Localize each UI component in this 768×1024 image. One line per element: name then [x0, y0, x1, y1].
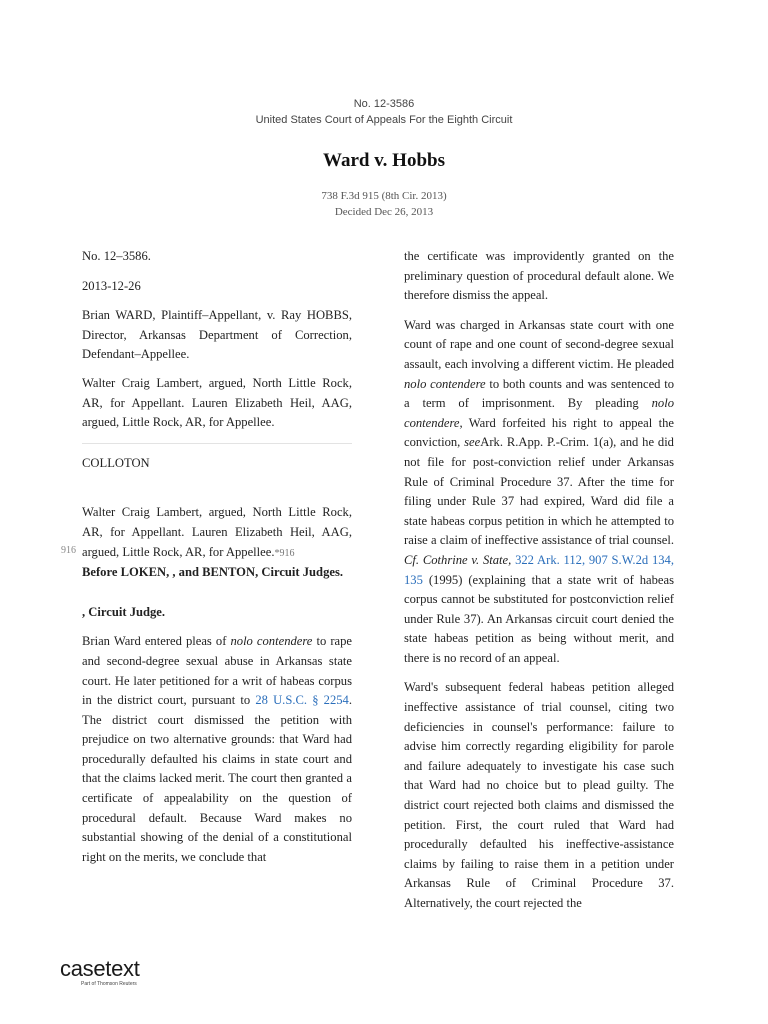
document-header [0, 96, 768, 220]
opinion-paragraph-1: Brian Ward entered pleas of nolo contendere to rape and second-degree sexual abuse in Arkansas state court. He later petitioned for a writ of habeas corpus in the district court, pursuant to 28 U.S.C. § 2254. The district court dismissed the petition with prejudice on two alternative grounds: that Ward had procedurally defaulted his claims in state court and that the claims lacked merit. The court then granted a certificate of appealability on the question of procedural default. Because Ward makes no substantial showing of the denial of a constitutional right on the merits, we conclude that [82, 634, 353, 864]
opinion-author: COLLOTON [82, 455, 150, 470]
case-citation-link[interactable]: 322 Ark. 112, 907 S.W.2d 134, 135 [404, 552, 674, 587]
counsel-listing: Walter Craig Lambert, argued, North Little Rock, AR, for Appellant. Lauren Elizabeth Heil, AAG, argued, Little Rock, AR, for Appellee. [82, 375, 352, 430]
case-citation: 738 F.3d 915 (8th Cir. 2013) [321, 190, 447, 202]
star-page: *916 [274, 547, 295, 559]
panel-judges: Before LOKEN, , and BENTON, Circuit Judges. [82, 565, 344, 580]
decided-date: Decided Dec 26, 2013 [334, 206, 434, 218]
parties: Brian WARD, Plaintiff–Appellant, v. Ray HOBBS, Director, Arkansas Department of Correction, Defendant–Appellee. [82, 308, 352, 362]
docket-number: No. 12-3586 [353, 98, 415, 110]
right-column [404, 247, 674, 924]
right-paragraph-3: Ward's subsequent federal habeas petition alleged ineffective assistance of trial counsel, citing two deficiencies in counsel's performance: failure to advise him correctly regarding eligibility for parole and failure adequately to investigate his case such that Ward had no choice but to plead guilty. The district court rejected both claims and dismissed the petition. First, the court ruled that Ward had procedurally defaulted his ineffective-assistance claims by failing to raise them in a petition under Arkansas Rule of Criminal Procedure 37. Alternatively, the court rejected the [404, 680, 674, 910]
casetext-logo[interactable] [60, 957, 140, 987]
judge-line: , Circuit Judge. [82, 604, 166, 619]
left-date: 2013-12-26 [82, 278, 141, 293]
page-marker: 916 [61, 545, 76, 556]
court-name: United States Court of Appeals For the Eighth Circuit [255, 114, 513, 126]
case-title: Ward v. Hobbs [323, 150, 445, 171]
right-paragraph-2: Ward was charged in Arkansas state court with one count of rape and one count of second-degree sexual assault, each involving a different victim. He pleaded nolo contendere to both counts and was sentenced to a term of imprisonment. By pleading nolo contendere, Ward forfeited his right to appeal the conviction, seeArk. R.App. P.-Crim. 1(a), and he did not file for post-conviction relief under Arkansas Rule of Criminal Procedure 37. After the time for filing under Rule 37 had expired, Ward did file a state habeas corpus petition in which he attempted to raise a claim of ineffective assistance of trial counsel. Cf. Cothrine v. State, 322 Ark. 112, 907 S.W.2d 134, 135 (1995) (explaining that a state writ of habeas corpus cannot be substituted for postconviction relief under Rule 37). An Arkansas circuit court denied the state habeas petition as being without merit, and there is no record of an appeal. [404, 317, 674, 665]
spacer [82, 483, 352, 503]
statute-link[interactable]: 28 U.S.C. § 2254 [255, 693, 349, 708]
logo-tagline: Part of Thomson Reuters [81, 981, 137, 987]
left-column [82, 247, 352, 877]
counsel-listing-repeat: Walter Craig Lambert, argued, North Little Rock, AR, for Appellant. Lauren Elizabeth Heil, AAG, argued, Little Rock, AR, for Appellee.*916 [82, 505, 352, 559]
logo-wordmark: casetext [60, 956, 140, 981]
right-paragraph-1: the certificate was improvidently granted on the preliminary question of procedural default alone. We therefore dismiss the appeal. [404, 249, 674, 303]
left-docket: No. 12–3586. [82, 249, 151, 263]
divider [82, 443, 352, 444]
